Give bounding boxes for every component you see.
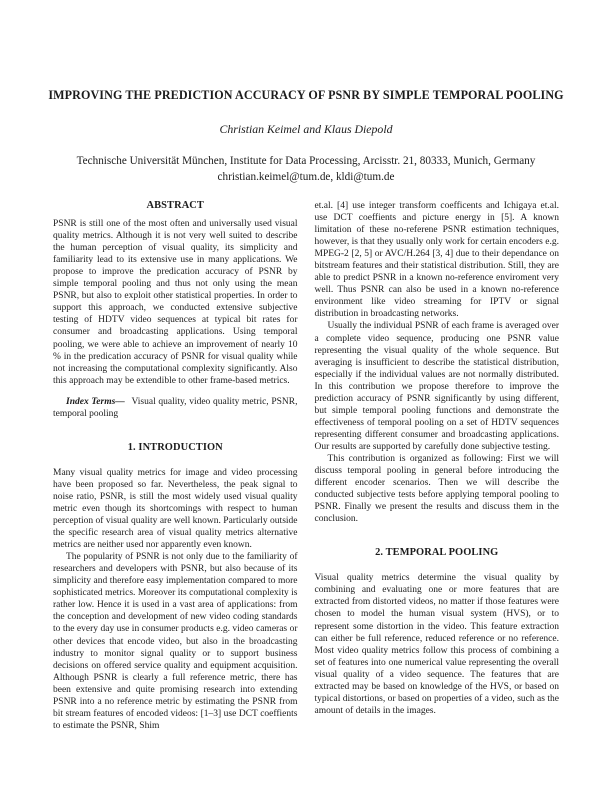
section-2-heading: 2. TEMPORAL POOLING <box>375 547 499 559</box>
index-terms-text: Visual quality, video quality metric, PSNR, temporal pooling <box>53 396 298 419</box>
section-1-heading: 1. INTRODUCTION <box>127 441 223 453</box>
abstract-text: PSNR is still one of the most often and universally used visual quality metrics. Although it is not very well suited to describe the human perception of visual quality, its simplicity and familiarity lead to its extensive use in many applications. We propose to improve the predication accuracy of PSNR by simple temporal pooling and thus not only using the mean PSNR, but also to exploit other statistical properties. In order to support this approach, we conducted extensive subjective testing of HDTV video sequences at typical bit rates for consumer and broadcasting applications. Using temporal pooling, we were able to achieve an improvement of nearly 10 % in the predication accuracy of PSNR for visual quality while not increasing the computational complexity significantly. Also this approach may be extendible to other frame-based metrics. <box>53 219 298 386</box>
paper-affiliation: Technische Universität München, Institute for Data Processing, Arcisstr. 21, 80333, Munich, Germany <box>76 155 536 167</box>
right-column <box>315 200 560 732</box>
intro-paragraph-4: This contribution is organized as following: First we will discuss temporal pooling in general before introducing the different encoder scenarios. Then we will describe the conducted subjective tests before applying temporal pooling to PSNR. Finally we present the results and discuss them in the conclusion. <box>314 453 559 525</box>
paper-header <box>0 88 612 185</box>
intro-paragraph-2: The popularity of PSNR is not only due to the familiarity of researchers and developers with PSNR, but also because of its simplicity and therefore easy implementation compared to more sophisticated metrics. Moreover its computational complexity is rather low. Hence it is used in a vast area of applications: from the conception and development of new video coding standards to the every day use in consumer products e.g. video cameras or other devices that encode video, but also in the broadcasting industry to monitor signal quality or to support business decisions on offered service quality and equipment acquisition. Although PSNR is clearly a full reference metric, there has been extensive and quite promising research into extending PSNR into a no reference metric by estimating the PSNR from bit stream features of encoded videos: [1–3] use DCT coeffients to estimate the PSNR, Shim <box>53 552 298 731</box>
left-column <box>53 200 298 732</box>
index-terms <box>53 396 298 420</box>
paper-emails: christian.keimel@tum.de, kldi@tum.de <box>217 171 395 183</box>
intro-paragraph-3: Usually the individual PSNR of each frame is averaged over a complete video sequence, producing one PSNR value representing the visual quality of the whole sequence. But averaging is insufficient to describe the statistical distribution, especially if the individual values are not normally distributed. In this contribution we propose therefore to improve the prediction accuracy of PSNR significantly by using different, but simple temporal pooling functions and demonstrate the effectiveness of temporal pooling on a set of HDTV sequences representing different consumer and broadcasting applications. Our results are supported by carefully done subjective testing. <box>314 321 559 452</box>
intro-paragraph-1: Many visual quality metrics for image and video processing have been proposed so far. Nevertheless, the peak signal to noise ratio, PSNR, is still the most widely used visual quality metric even though its shortcomings with respect to human perception of visual quality are well known. Particularly outside the specific research area of visual quality metrics alternative metrics are neither used nor apparently even known. <box>53 467 298 551</box>
intro-paragraph-2-continued: et.al. [4] use integer transform coefficents and Ichigaya et.al. use DCT coeffients and picture energy in [5]. A known limitation of these no-referene PSNR estimation techniques, however, is that they usually only work for certain encoders e.g. MPEG-2 [2, 5] or AVC/H.264 [3, 4] due to their dependance on bitstream features and their statistical distribution. Still, they are able to predict PSNR in a known no-reference enviroment very well. Thus PSNR can also be used in a known no-reference environment like video streaming for IPTV or signal distribution in broadcasting networks. <box>314 201 559 320</box>
index-terms-label: Index Terms— <box>66 396 125 407</box>
affiliation-block <box>0 153 612 185</box>
two-column-body <box>53 200 559 732</box>
paper-authors: Christian Keimel and Klaus Diepold <box>219 122 393 136</box>
temporal-pooling-paragraph-1: Visual quality metrics determine the visual quality by combining and evaluating one or more features that are extracted from distorted videos, no matter if those features were chosen to model the human visual system (HVS), or to represent some distortion in the video. This feature extraction can either be full reference, reduced reference or no reference. Most video quality metrics follow this process of combining a set of features into one numerical value representing the overall visual quality of a video sequence. The features that are extracted may be based on knowledge of the HVS, or based on typical distortions, or based on properties of a video, such as the amount of details in the images. <box>314 573 559 716</box>
paper-title: IMPROVING THE PREDICTION ACCURACY OF PSNR BY SIMPLE TEMPORAL POOLING <box>48 88 564 102</box>
abstract-heading: ABSTRACT <box>146 200 204 211</box>
